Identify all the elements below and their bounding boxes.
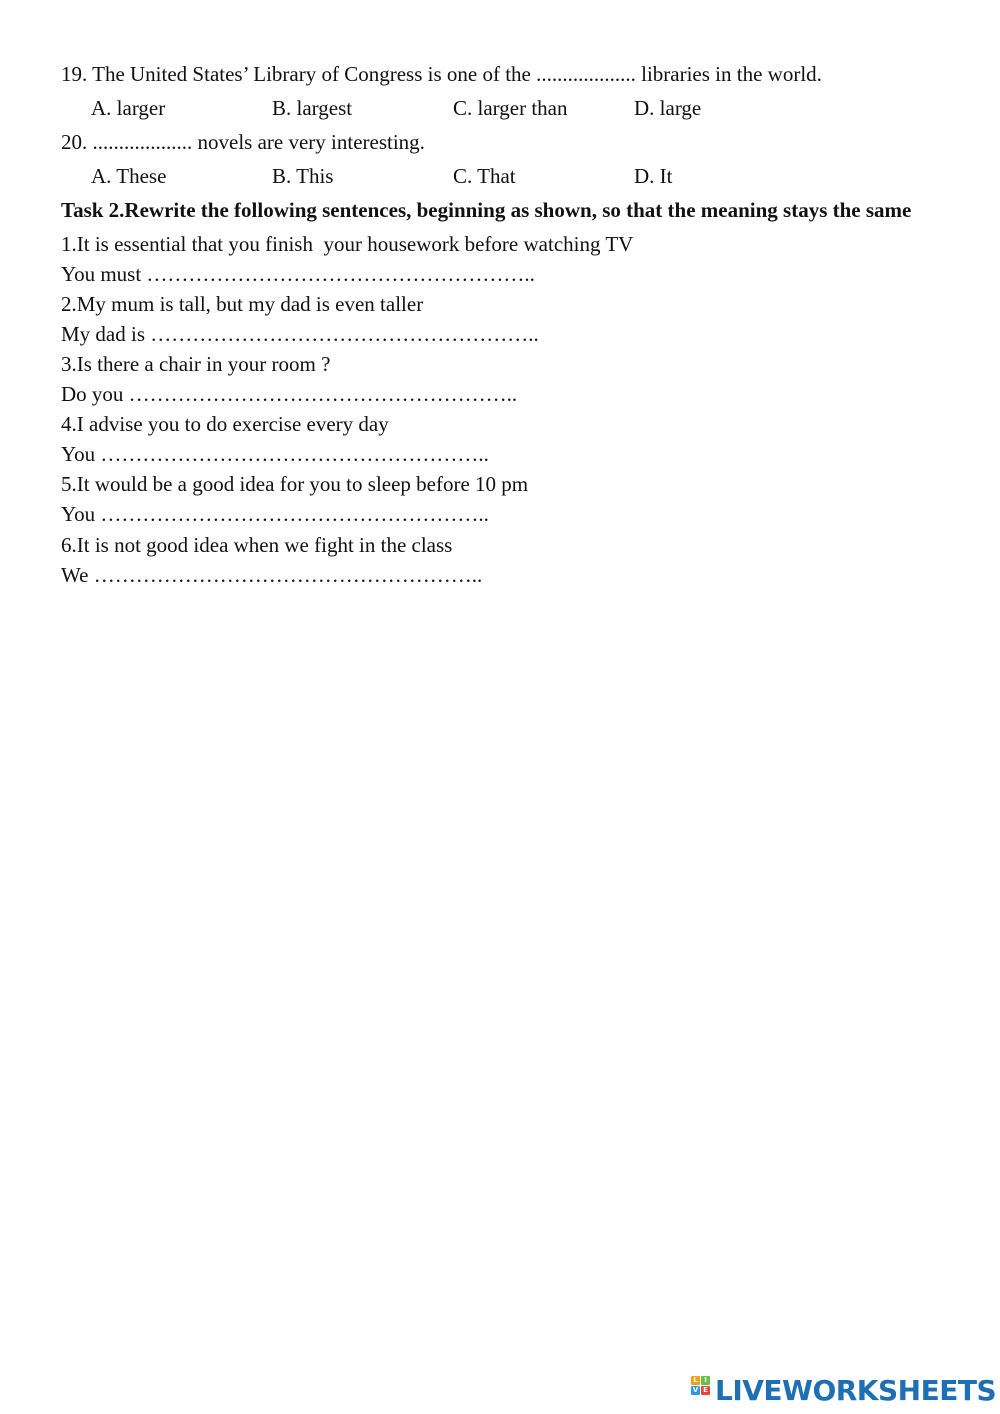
question-19-options <box>91 95 851 121</box>
task-2-sentence-1: 1.It is essential that you finish your housework before watching TV <box>61 232 634 256</box>
task-2-heading: Task 2.Rewrite the following sentences, beginning as shown, so that the meaning stays the same <box>61 198 912 222</box>
task-2-answer-line-3[interactable]: Do you ……………………………………………….. <box>61 382 518 406</box>
task-2-sentence-5: 5.It would be a good idea for you to sleep before 10 pm <box>61 472 529 496</box>
question-20-options <box>91 163 851 189</box>
option-a: A. larger <box>91 96 166 120</box>
task-2-sentence-3: 3.Is there a chair in your room ? <box>61 352 331 376</box>
option-d: D. It <box>634 164 673 188</box>
question-19-text: 19. The United States’ Library of Congress is one of the ................... libraries in the world. <box>61 62 822 86</box>
task-2-sentence-4: 4.I advise you to do exercise every day <box>61 412 389 436</box>
task-2-answer-line-6[interactable]: We ……………………………………………….. <box>61 563 483 587</box>
option-d: D. large <box>634 96 702 120</box>
option-b: B. largest <box>272 96 353 120</box>
task-2-sentence-6: 6.It is not good idea when we fight in the class <box>61 533 453 557</box>
liveworksheets-logo-text: LIVEWORKSHEETS <box>715 1373 997 1407</box>
liveworksheets-logo <box>691 1374 996 1406</box>
option-b: B. This <box>272 164 334 188</box>
task-2-answer-line-2[interactable]: My dad is ……………………………………………….. <box>61 322 539 346</box>
question-20-text: 20. ................... novels are very interesting. <box>61 130 425 154</box>
option-a: A. These <box>91 164 167 188</box>
task-2-sentence-2: 2.My mum is tall, but my dad is even taller <box>61 292 424 316</box>
task-2-answer-line-4[interactable]: You ……………………………………………….. <box>61 442 489 466</box>
task-2-answer-line-1[interactable]: You must ……………………………………………….. <box>61 262 535 286</box>
option-c: C. larger than <box>453 96 568 120</box>
task-2-answer-line-5[interactable]: You ……………………………………………….. <box>61 502 489 526</box>
liveworksheets-logo-icon: L I V E <box>691 1376 711 1404</box>
option-c: C. That <box>453 164 516 188</box>
